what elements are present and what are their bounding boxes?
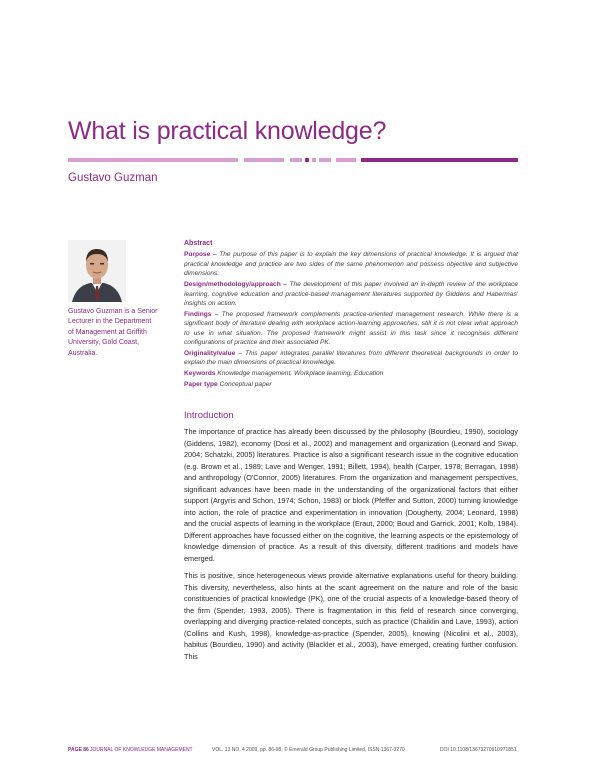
keywords-text: Knowledge management, Workplace learning, Education: [215, 370, 384, 378]
originality-text: – This paper integrates parallel literatures from different theoretical backgrounds in order to explain the main dimensions of practical knowledge.: [184, 349, 518, 367]
purpose-label: Purpose: [184, 251, 211, 259]
rule-segment: [319, 158, 331, 162]
design-text: – The development of this paper involved an in-depth review of the workplace learning, cognitive education and practice-based management literatures supported by Giddens and Habermas' insights on action.: [184, 281, 518, 307]
paper-type-label: Paper type: [184, 381, 218, 389]
rule-segment: [361, 158, 518, 162]
rule-segment: [290, 158, 302, 162]
abstract-originality: [184, 349, 518, 368]
article-title: What is practical knowledge?: [68, 117, 387, 145]
rule-segment: [305, 158, 309, 162]
doi: DOI 10.1108/13673270910971851: [440, 747, 517, 753]
rule-segment: [68, 158, 238, 162]
abstract-purpose: [184, 250, 518, 278]
abstract-keywords: [184, 369, 518, 378]
design-label: Design/methodology/approach: [184, 281, 281, 289]
abstract-heading: Abstract: [184, 240, 213, 247]
author-photo: [68, 240, 126, 302]
rule-segment: [244, 158, 284, 162]
originality-label: Originality/value: [184, 349, 236, 357]
title-rule: [68, 158, 518, 164]
purpose-text: – The purpose of this paper is to explain the key dimensions of practical knowledge. It is argued that practical knowledge and practice are two sides of the same phenomenon and possess objective and subjective dimensions.: [184, 251, 518, 278]
findings-text: – The proposed framework complements practice-oriented management research. While there is a significant body of literature dealing with workplace action-learning approaches, still it is not clear what approach to use in what situation. The proposed framework might assist in this task since it recognises different configurations of practice and their associated PK.: [184, 310, 518, 347]
body-text: [184, 426, 518, 668]
abstract-block: [184, 239, 518, 391]
abstract-design: [184, 280, 518, 308]
section-heading: Introduction: [184, 410, 234, 421]
findings-label: Findings: [184, 310, 212, 318]
journal-name: JOURNAL OF KNOWLEDGE MANAGEMENT: [90, 747, 193, 753]
rule-segment: [336, 158, 356, 162]
page-footer: [68, 747, 523, 757]
page-number: PAGE 86: [68, 747, 89, 753]
abstract-findings: [184, 310, 518, 348]
author-name: Gustavo Guzman: [68, 172, 158, 184]
keywords-label: Keywords: [184, 370, 216, 378]
paper-type-text: Conceptual paper: [217, 381, 272, 389]
rule-segment: [312, 158, 316, 162]
body-paragraph: The importance of practice has already been discussed by the philosophy (Bourdieu, 1990), sociology (Giddens, 1982), economy (Dosi et al., 2002) and management and organization (Leonard and Swap, 2004; Schatzki, 2005) literatures. Practice is also a significant research issue in the cognitive education (e.g. Brown et al., 1989; Lave and Wenger, 1991; Billett, 1994), health (Carper, 1978; Berragan, 1998) and anthropology (O'Connor, 2005) literatures. From the organization and management perspectives, significant advances have been made in the understanding of the organizational factors that either support (Argyris and Schon, 1974; Schon, 1983) or block (Pfeffer and Sutton, 2000) turning knowledge into action, the role of practice and experimentation in innovation (Dougherty, 2004; Leonard, 1998) and the crucial aspects of learning in the workplace (Eraut, 2000; Boud and Garrick, 2001; Kolb, 1984). Different approaches have focussed either on the cognitive, the learning aspects or the epistemology of knowledge dimension of practice. As a result of this diversity, different traditions and models have emerged.: [184, 427, 518, 563]
body-paragraph: This is positive, since heterogeneous views provide alternative explanations useful for theory building. This diversity, nevertheless, also hints at the scant agreement on the nature and role of the basic constituencies of practical knowledge (PK), one of the crucial aspects of a knowledge-based theory of the firm (Spender, 1993, 2005). There is fragmentation in this field of research since converging, overlapping and diverging practice-related concepts, such as practice (Chaiklin and Lave, 1993), action (Collins and Kush, 1998), knowledge-as-practice (Spender, 2005), knowing (Nicolini et al., 2003), habitus (Bourdieu, 1990) and activity (Blackler et al., 2003), have emerged, creating further confusion. This: [184, 571, 518, 661]
volume-info: VOL. 13 NO. 4 2009, pp. 86-98, © Emerald Group Publishing Limited, ISSN 1367-3270: [212, 747, 405, 753]
author-bio: Gustavo Guzman is a Senior Lecturer in the Department of Management at Griffith University, Gold Coast, Australia.: [68, 308, 158, 357]
abstract-paper-type: [184, 380, 518, 389]
